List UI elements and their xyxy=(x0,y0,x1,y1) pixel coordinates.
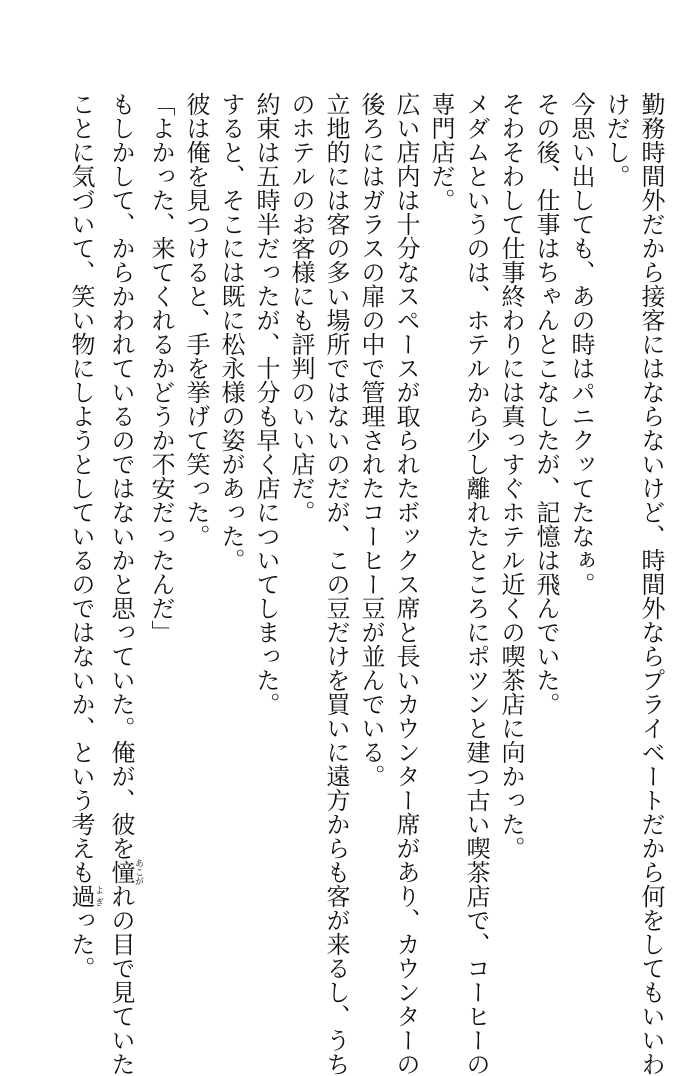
text-line-16 xyxy=(103,92,143,1076)
line-16-after-ruby: れの目で見ていた xyxy=(107,884,135,1076)
text-line-5: そわそわして仕事終わりには真っすぐホテル近くの喫茶店に向かった。 xyxy=(497,92,525,860)
text-line-11: のホテルのお客様にも評判のいい店だ。 xyxy=(287,92,315,524)
text-line-10: 立地的には客の多い場所ではないのだが、この豆だけを買いに遠方からも客が来るし、うち xyxy=(322,92,350,1076)
line-17-before-ruby: ことに気づいて、笑い物にしようとしているのではないか、という考えも xyxy=(67,92,95,884)
vertical-text-body xyxy=(18,92,668,1076)
ruby-akogare-base: 憧 xyxy=(107,858,135,886)
ruby-yogi xyxy=(67,884,103,908)
text-line-7: 専門店だ。 xyxy=(427,92,455,212)
line-16-before-ruby: もしかして、からかわれているのではないかと思っていた。俺が、彼を xyxy=(107,92,135,860)
text-line-3: 今思い出しても、あの時はパニクッてたなぁ。 xyxy=(567,92,595,596)
text-line-1: 勤務時間外だから接客にはならないけど、時間外ならプライベートだから何をしてもいいわ xyxy=(637,92,665,1076)
ruby-yogi-reading: よぎ xyxy=(93,884,103,908)
text-line-9: 後ろにはガラスの扉の中で管理されたコーヒー豆が並んでいる。 xyxy=(357,92,385,788)
line-17-after-ruby: った。 xyxy=(67,908,95,980)
text-line-2: けだし。 xyxy=(602,92,630,188)
text-line-17 xyxy=(63,92,103,980)
ruby-akogare-reading: あこが xyxy=(133,858,143,886)
text-line-6: メダムというのは、ホテルから少し離れたところにポツンと建つ古い喫茶店で、コーヒーの xyxy=(462,92,490,1076)
text-line-13: すると、そこには既に松永様の姿があった。 xyxy=(217,92,245,572)
text-line-4: その後、仕事はちゃんとこなしたが、記憶は飛んでいた。 xyxy=(532,92,560,716)
text-line-12: 約束は五時半だったが、十分も早く店についてしまった。 xyxy=(252,92,280,716)
text-line-8: 広い店内は十分なスペースが取られたボックス席と長いカウンター席があり、カウンターの xyxy=(392,92,420,1076)
text-line-15: 「よかった、来てくれるかどうか不安だったんだ」 xyxy=(147,92,175,644)
ruby-akogare xyxy=(107,858,143,886)
text-line-14: 彼は俺を見つけると、手を挙げて笑った。 xyxy=(182,92,210,548)
ruby-yogi-base: 過 xyxy=(67,884,95,908)
